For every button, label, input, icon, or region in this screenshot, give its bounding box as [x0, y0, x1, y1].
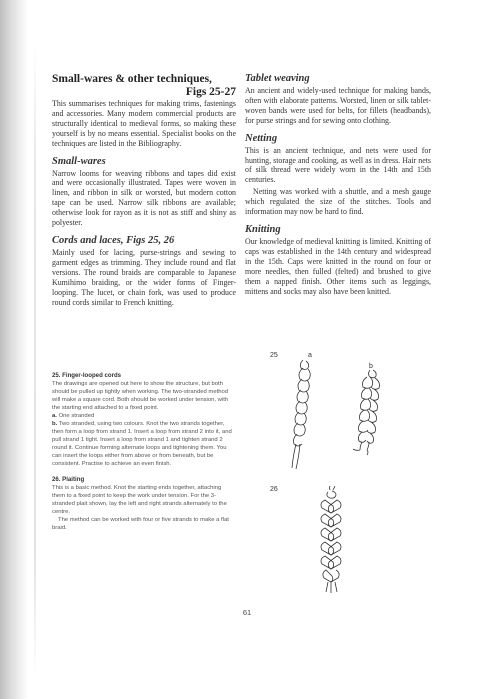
caption-25-b-text: Two stranded, using two colours. Knot the two strands together, then form a loop from strand 1. Insert a loop from strand 2 into it, and pull strand 1 tight. Insert a loop from strand 1 and tighten strand 2 round it. Continue forming alternate loops and tightening them. You can insert the loops either from above or from beneath, but be consistent. Practise to achieve an even finish.: [52, 421, 232, 468]
page-number: 61: [242, 608, 252, 617]
caption-25-text: The drawings are opened out here to show the structure, but both should be pulled up tightly when working. The two-stranded method will make a square cord. Both should be worked under tension, with the starting end attached to a fixed point.: [52, 381, 229, 412]
netting-subheading: Netting: [245, 132, 278, 144]
cords-paragraph: Mainly used for lacing, purse-strings and sewing to garment edges as trimming. They include round and flat versions. The round braids are comparable to Japanese Kumihimo braiding, or the wider forms of Finger-looping. The lucet, or chain fork, was used to produce round cords similar to French knitting.: [52, 247, 236, 307]
fig-25a-label: a: [308, 352, 312, 359]
smallwares-paragraph: Narrow looms for weaving ribbons and tapes did exist and were occasionally illustrated. Tapes were woven in linen, and ribbon in silk or worsted, but modern cotton tape can be used. Narrow silk ribbons are available; otherwise look for rayon as it is not as stiff and shiny as polyester.: [52, 168, 236, 228]
tablet-weaving-subheading: Tablet weaving: [245, 73, 310, 84]
braid-drawing: [258, 350, 398, 600]
page-edge-line: [34, 40, 36, 680]
heading-title: Small-wares & other techniques,: [52, 73, 212, 85]
caption-25-a-text: One stranded: [58, 413, 95, 420]
left-column: [52, 73, 236, 307]
smallwares-subheading: Small-wares: [52, 155, 106, 167]
fig-25a-cord: [292, 360, 310, 469]
netting-paragraph-2: Netting was worked with a shuttle, and a mesh gauge which regulated the size of the stitches. Tools and information may now be hard to find.: [245, 187, 431, 217]
caption-25-a-letter: a.: [52, 413, 57, 420]
fig-26-plait: [321, 486, 341, 593]
page-gutter-shadow: [0, 0, 28, 699]
caption-25-b-letter: b.: [52, 421, 58, 428]
fig-25b-label: b: [369, 363, 373, 370]
intro-paragraph: This summarises techniques for making trims, fastenings and accessories. Many modern commercial products are structurally identical to medieval forms, so making these yourself is by no means essential. Specialist books on the techniques are listed in the Bibliography.: [52, 99, 236, 148]
section-heading: [52, 73, 236, 99]
tablet-weaving-paragraph: An ancient and widely-used technique for making bands, often with elaborate patterns. Worsted, linen or silk tablet-woven bands were used for belts, for fillets (headbands), for purse strings and for sewing onto clothing.: [245, 86, 431, 125]
caption-26-text-1: This is a basic method. Knot the starting ends together, attaching them to a fixed point to keep the work under tension. For the 3-stranded plait shown, lay the left and right strands alternately to the centre.: [52, 484, 227, 515]
fig-25-label: 25: [270, 352, 278, 359]
caption-26-heading: 26. Plaiting: [52, 475, 85, 483]
caption-spacer: [52, 469, 235, 476]
braid-illustration: [258, 350, 398, 600]
figure-captions: [52, 372, 235, 532]
caption-25-heading: 25. Finger-looped cords: [52, 372, 122, 379]
caption-25-b: [52, 420, 235, 468]
caption-25-a: [52, 412, 235, 420]
netting-paragraph-1: This is an ancient technique, and nets were used for hunting, storage and cooking, as well as in dress. Hair nets of silk thread were widely worn in the 14th and 15th centuries.: [245, 145, 431, 185]
knitting-subheading: Knitting: [245, 223, 281, 235]
right-column: [245, 73, 431, 296]
cords-subheading: Cords and laces, Figs 25, 26: [52, 234, 175, 246]
fig-25b-cord: [353, 370, 380, 455]
fig-26-label: 26: [270, 486, 278, 493]
knitting-paragraph: Our knowledge of medieval knitting is limited. Knitting of caps was established in the 14th century and widespread in the 15th. Caps were knitted in the round on four or more needles, then fulled (felted) and brushed to give them a napped finish. Other items such as leggings, mittens and socks may also have been knitted.: [245, 236, 431, 296]
heading-figs: Figs 25-27: [185, 86, 236, 98]
caption-26-text-2: The method can be worked with four or five strands to make a flat braid.: [52, 516, 229, 531]
